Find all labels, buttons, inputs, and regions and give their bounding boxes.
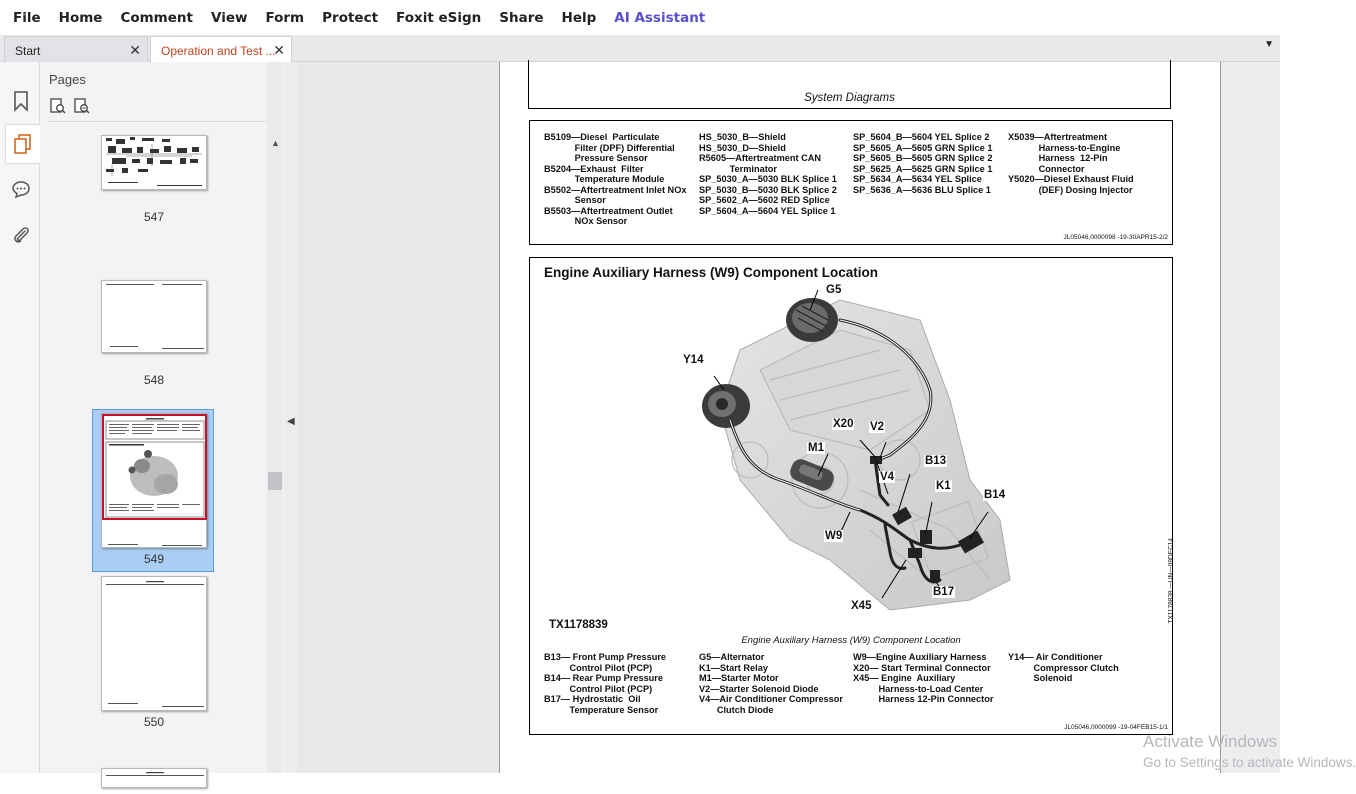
figure-caption: Engine Auxiliary Harness (W9) Component Location [741,635,961,646]
legend-line: SP_5636_A—5636 BLU Splice 1 [853,184,991,195]
callout-w9: W9 [825,530,843,542]
callout-y14: Y14 [683,354,704,366]
document-tab-bar [0,35,1280,62]
menu-home[interactable]: Home [58,9,103,26]
callout-b14: B14 [984,489,1006,501]
legend-line: Harness-to-Load Center [853,683,984,694]
activate-windows-watermark: Activate Windows [1143,732,1278,751]
legend-line: M1—Starter Motor [699,673,779,683]
figure-box [529,257,1173,735]
page-thumbnail-550[interactable] [101,576,207,711]
legend-line: B13— Front Pump Pressure [544,652,667,662]
page-number-548: 548 [143,373,165,387]
callout-v4: V4 [880,471,895,483]
page-thumbnail-551[interactable] [101,768,207,788]
legend-line: X5039—Aftertreatment [1008,132,1108,142]
page-header: System Diagrams [804,92,895,104]
scrollbar-thumb[interactable] [268,472,282,490]
pages-panel-scrollbar[interactable] [267,62,283,773]
document-viewport[interactable] [298,62,1280,773]
legend-line: SP_5604_B—5604 YEL Splice 2 [853,132,990,142]
tab-operation-label: Operation and Test ... [161,44,276,58]
menu-share[interactable]: Share [499,9,544,26]
menu-form[interactable]: Form [265,9,305,26]
legend-line: R5605—Aftertreatment CAN [699,153,822,163]
legend-line: K1—Start Relay [699,662,768,673]
pages-panel-title: Pages [49,72,86,87]
legend-line: Compressor Clutch [1008,662,1119,673]
legend-line: Control Pilot (PCP) [544,662,653,673]
comment-icon[interactable] [8,176,34,202]
menu-ai-assistant[interactable]: AI Assistant [614,9,706,26]
menu-comment[interactable]: Comment [120,9,193,26]
legend-line: V4—Air Conditioner Compressor [699,694,843,704]
legend-line: SP_5030_A—5030 BLK Splice 1 [699,174,837,184]
page-zoom-out-icon[interactable] [73,97,91,115]
legend-line: Harness 12-Pin Connector [853,694,994,704]
legend-line: Pressure Sensor [544,153,648,163]
legend2-column-4 [1008,652,1119,684]
page-number-549: 549 [143,552,165,566]
panel-splitter[interactable] [284,62,298,773]
legend-line: B5502—Aftertreatment Inlet NOx [544,184,687,195]
legend1-column-3 [853,132,992,195]
pages-panel-icon[interactable] [5,124,40,164]
page-options-icon[interactable] [49,97,67,115]
activate-windows-hint: Go to Settings to activate Windows. [1143,755,1356,770]
callout-k1: K1 [936,480,951,492]
legend-line: Connector [1008,163,1085,174]
page-thumbnail-548[interactable] [101,280,207,353]
callout-b13: B13 [925,455,947,467]
legend-line: B5109—Diesel Particulate [544,132,660,142]
legend1-column-2 [699,132,837,216]
legend-line: SP_5604_A—5604 YEL Splice 1 [699,205,836,216]
tab-operation-and-test[interactable] [150,36,292,63]
viewport-margin [1221,62,1280,773]
page-number-547: 547 [143,210,165,224]
legend-line: Y5020—Diesel Exhaust Fluid [1008,174,1134,184]
tab-start[interactable] [4,36,148,62]
legend-line: X45— Engine Auxiliary [853,673,956,683]
legend-line: V2—Starter Solenoid Diode [699,683,819,694]
callout-x20: X20 [833,418,854,430]
document-page [499,62,1221,773]
engine-illustration [670,280,1040,620]
menu-view[interactable]: View [210,9,248,26]
legend-box-1 [529,120,1173,245]
legend1-reference-code: JL05046,0000098 -19-30APR15-2/2 [1063,234,1168,241]
legend-line: HS_5030_D—Shield [699,142,786,153]
legend-line: B5204—Exhaust Filter [544,163,644,174]
menu-foxit-esign[interactable]: Foxit eSign [396,9,482,26]
scroll-up-arrow-icon[interactable]: ▲ [271,138,280,148]
legend-line: SP_5602_A—5602 RED Splice [699,195,830,205]
legend-line: SP_5605_B—5605 GRN Splice 2 [853,153,993,163]
callout-g5: G5 [826,284,842,296]
page-thumbnail-547[interactable] [101,135,207,190]
menu-help[interactable]: Help [561,9,597,26]
menu-bar [0,0,1280,35]
page-number-550: 550 [143,715,165,729]
legend-line: Sensor [544,195,606,205]
menu-protect[interactable]: Protect [322,9,379,26]
legend1-column-1 [544,132,686,227]
legend-line: Y14— Air Conditioner [1008,652,1103,662]
legend-line: SP_5030_B—5030 BLK Splice 2 [699,184,837,195]
close-icon[interactable]: ✕ [129,42,141,58]
bookmark-icon[interactable] [8,88,34,114]
legend-line: X20— Start Terminal Connector [853,662,991,673]
legend2-column-3 [853,652,993,705]
legend-line: NOx Sensor [544,216,628,226]
navigation-rail [0,62,40,773]
legend2-reference-code: JL05046,0000099 -19-04FEB15-1/1 [1064,724,1168,731]
legend-line: B14— Rear Pump Pressure [544,673,663,683]
legend-line: W9—Engine Auxiliary Harness [853,652,987,662]
page-thumbnail-549[interactable] [101,413,207,548]
callout-x45: X45 [851,600,872,612]
figure-side-code: TX1178839 —UN—09DEC14 [1168,538,1175,624]
legend-line: SP_5625_A—5625 GRN Splice 1 [853,163,993,174]
menu-file[interactable]: File [13,9,41,26]
legend-line: (DEF) Dosing Injector [1008,184,1133,195]
legend-line: Control Pilot (PCP) [544,683,653,694]
legend-line: Harness-to-Engine [1008,142,1121,153]
legend-line: B17— Hydrostatic Oil [544,694,641,704]
tab-start-label: Start [15,44,41,58]
legend-line: HS_5030_B—Shield [699,132,786,142]
callout-b17: B17 [933,586,955,598]
legend-line: Temperature Sensor [544,704,659,715]
legend-line: Harness 12-Pin [1008,153,1108,163]
pages-panel [40,62,284,773]
legend-line: SP_5634_A—5634 YEL Splice [853,174,982,184]
close-icon[interactable]: ✕ [273,42,285,58]
collapse-panel-arrow-icon[interactable]: ◀ [287,416,295,427]
page-header-box [528,60,1171,109]
figure-title: Engine Auxiliary Harness (W9) Component Location [544,265,879,280]
legend-line: Filter (DPF) Differential [544,142,675,153]
legend-line: G5—Alternator [699,652,765,662]
legend-line: SP_5605_A—5605 GRN Splice 1 [853,142,993,153]
legend-line: Temperature Module [544,174,665,184]
legend-line: B5503—Aftertreatment Outlet [544,205,673,216]
legend-line: Solenoid [1008,673,1073,683]
callout-v2: V2 [870,421,885,433]
legend1-column-4 [1008,132,1134,195]
legend2-column-1 [544,652,666,715]
attachment-icon[interactable] [8,223,34,249]
tab-list-chevron-down-icon[interactable]: ▼ [1264,39,1274,50]
figure-id: TX1178839 [549,619,608,631]
legend-line: Clutch Diode [699,704,774,715]
divider [48,121,276,122]
legend2-column-2 [699,652,843,715]
callout-m1: M1 [808,442,824,454]
legend-line: Terminator [699,163,777,174]
